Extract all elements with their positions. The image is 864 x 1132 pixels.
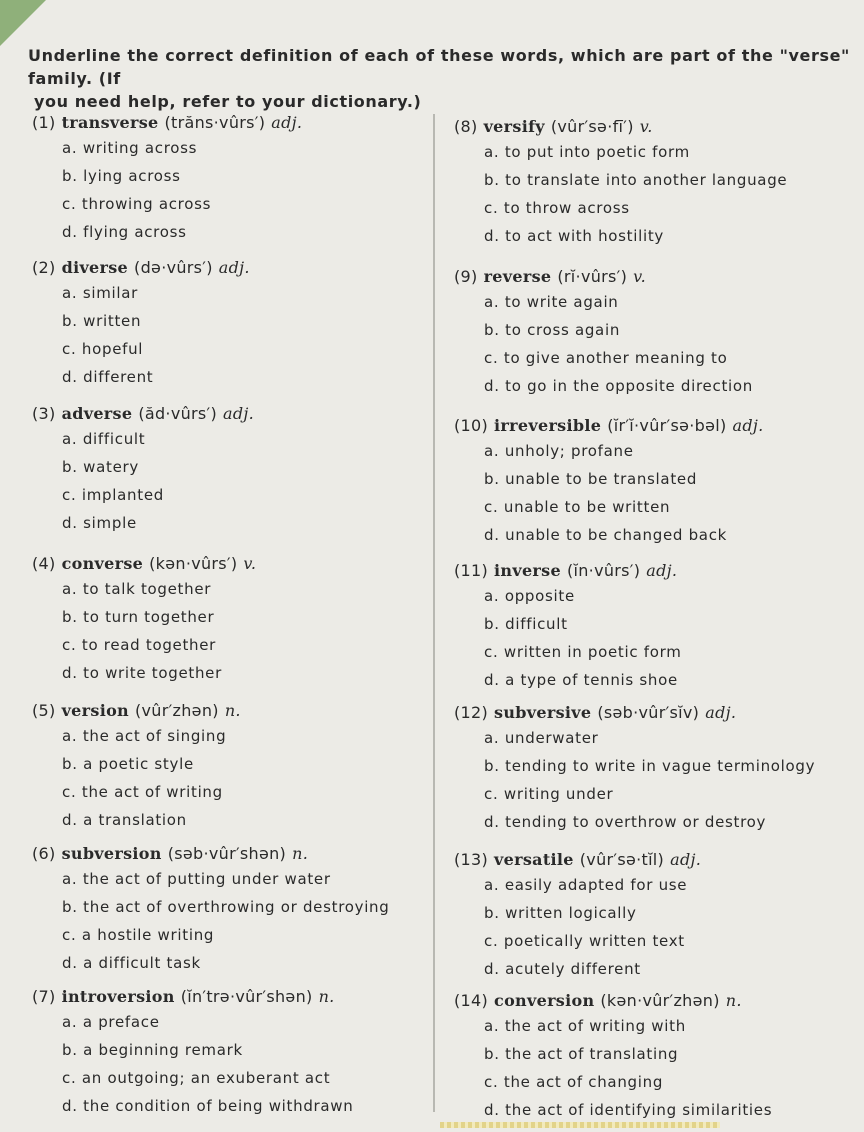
entry-pronunciation: (səb·vûr′shən) — [167, 844, 287, 863]
entry-heading — [454, 116, 854, 138]
choice-c[interactable]: c. unable to be written — [484, 498, 671, 516]
entry-part-of-speech: n. — [318, 987, 335, 1006]
choice-b[interactable]: b. lying across — [62, 167, 181, 185]
choice-a[interactable]: a. similar — [62, 284, 139, 302]
entry-number: (3) — [32, 404, 56, 423]
choice-a[interactable]: a. difficult — [62, 430, 146, 448]
entry-4 — [32, 553, 432, 687]
instructions-line-2: you need help, refer to your dictionary.) — [34, 92, 422, 111]
entry-word: versify — [483, 117, 545, 136]
choice-a[interactable]: a. to talk together — [62, 580, 212, 598]
entry-11 — [454, 560, 854, 694]
choice-c[interactable]: c. the act of changing — [484, 1073, 664, 1091]
entry-pronunciation: (vûr′sə·fī′) — [550, 117, 634, 136]
choice-a[interactable]: a. a preface — [62, 1013, 160, 1031]
choice-c[interactable]: c. writing under — [484, 785, 614, 803]
choice-c[interactable]: c. poetically written text — [484, 932, 685, 950]
entry-part-of-speech: v. — [633, 267, 646, 286]
choice-c[interactable]: c. written in poetic form — [484, 643, 682, 661]
entry-pronunciation: (kən·vûrs′) — [149, 554, 238, 573]
entry-heading — [454, 266, 854, 288]
entry-word: converse — [61, 554, 144, 573]
choice-d[interactable]: d. tending to overthrow or destroy — [484, 813, 767, 831]
entry-word: diverse — [61, 258, 129, 277]
choice-d[interactable]: d. to write together — [62, 664, 222, 682]
entry-heading — [32, 843, 432, 865]
entry-pronunciation: (də·vûrs′) — [134, 258, 213, 277]
entry-word: inverse — [494, 561, 561, 580]
entry-6 — [32, 843, 432, 977]
choice-b[interactable]: b. unable to be translated — [484, 470, 698, 488]
entry-9 — [454, 266, 854, 400]
choice-b[interactable]: b. written — [62, 312, 142, 330]
entry-part-of-speech: v. — [639, 117, 653, 136]
entry-part-of-speech: n. — [224, 701, 241, 720]
choice-d[interactable]: d. the act of identifying similarities — [484, 1101, 773, 1119]
choice-c[interactable]: c. a hostile writing — [62, 926, 215, 944]
entry-word: adverse — [61, 404, 133, 423]
entry-number: (10) — [454, 416, 489, 435]
entry-heading — [32, 986, 432, 1008]
instructions-line-1: Underline the correct definition of each of these words, which are part of the "verse" family. (If — [28, 46, 850, 88]
choice-a[interactable]: a. writing across — [62, 139, 198, 157]
entry-part-of-speech: adj. — [218, 258, 250, 277]
entry-13 — [454, 849, 854, 983]
choice-a[interactable]: a. the act of singing — [62, 727, 227, 745]
choice-c[interactable]: c. to give another meaning to — [484, 349, 728, 367]
choice-c[interactable]: c. to throw across — [484, 199, 630, 217]
entry-heading — [454, 702, 854, 724]
entry-heading — [32, 112, 432, 134]
choice-b[interactable]: b. the act of overthrowing or destroying — [62, 898, 390, 916]
choice-d[interactable]: d. acutely different — [484, 960, 641, 978]
choice-c[interactable]: c. hopeful — [62, 340, 144, 358]
entry-number: (14) — [454, 991, 489, 1010]
entry-pronunciation: (vûr′zhən) — [134, 701, 219, 720]
choice-a[interactable]: a. opposite — [484, 587, 575, 605]
entry-number: (4) — [32, 554, 56, 573]
entry-word: versatile — [494, 850, 574, 869]
choice-c[interactable]: c. throwing across — [62, 195, 212, 213]
entry-part-of-speech: adj. — [271, 113, 303, 132]
entry-word: irreversible — [494, 416, 602, 435]
entry-word: transverse — [61, 113, 159, 132]
choice-a[interactable]: a. unholy; profane — [484, 442, 634, 460]
choice-a[interactable]: a. the act of writing with — [484, 1017, 686, 1035]
entry-7 — [32, 986, 432, 1120]
entry-pronunciation: (ăd·vûrs′) — [138, 404, 218, 423]
choice-b[interactable]: b. difficult — [484, 615, 568, 633]
entry-14 — [454, 990, 854, 1124]
choice-d[interactable]: d. the condition of being withdrawn — [62, 1097, 354, 1115]
choice-c[interactable]: c. the act of writing — [62, 783, 223, 801]
column-divider — [433, 114, 435, 1112]
entry-part-of-speech: adj. — [223, 404, 255, 423]
entry-5 — [32, 700, 432, 834]
entry-number: (5) — [32, 701, 56, 720]
entry-word: introversion — [61, 987, 175, 1006]
entry-part-of-speech: n. — [292, 844, 309, 863]
entry-2 — [32, 257, 432, 391]
choice-b[interactable]: b. watery — [62, 458, 139, 476]
entry-heading — [32, 257, 432, 279]
entry-heading — [32, 553, 432, 575]
entry-word: conversion — [494, 991, 595, 1010]
choice-b[interactable]: b. to translate into another language — [484, 171, 788, 189]
entry-pronunciation: (səb·vûr′sĭv) — [597, 703, 700, 722]
choice-d[interactable]: d. a type of tennis shoe — [484, 671, 678, 689]
entry-pronunciation: (vûr′sə·tĭl) — [579, 850, 665, 869]
choice-b[interactable]: b. a beginning remark — [62, 1041, 243, 1059]
choice-a[interactable]: a. easily adapted for use — [484, 876, 688, 894]
choice-d[interactable]: d. flying across — [62, 223, 187, 241]
entry-number: (13) — [454, 850, 489, 869]
entry-word: subversion — [61, 844, 162, 863]
corner-decoration — [0, 0, 46, 46]
entry-heading — [454, 990, 854, 1012]
entry-heading — [454, 560, 854, 582]
entry-8 — [454, 116, 854, 250]
choice-d[interactable]: d. a translation — [62, 811, 187, 829]
entry-pronunciation: (trăns·vûrs′) — [164, 113, 266, 132]
choice-d[interactable]: d. a difficult task — [62, 954, 201, 972]
choice-a[interactable]: a. underwater — [484, 729, 599, 747]
entry-number: (11) — [454, 561, 489, 580]
entry-12 — [454, 702, 854, 836]
entry-part-of-speech: adj. — [705, 703, 737, 722]
choice-b[interactable]: b. written logically — [484, 904, 637, 922]
choice-a[interactable]: a. to write again — [484, 293, 619, 311]
entry-number: (12) — [454, 703, 489, 722]
choice-c[interactable]: c. an outgoing; an exuberant act — [62, 1069, 331, 1087]
choice-b[interactable]: b. a poetic style — [62, 755, 194, 773]
entry-pronunciation: (ĭn′trə·vûr′shən) — [180, 987, 313, 1006]
entry-part-of-speech: adj. — [646, 561, 678, 580]
instructions — [28, 44, 858, 113]
entry-pronunciation: (rĭ·vûrs′) — [557, 267, 628, 286]
choice-a[interactable]: a. the act of putting under water — [62, 870, 331, 888]
entry-part-of-speech: n. — [725, 991, 742, 1010]
entry-heading — [454, 415, 854, 437]
choice-b[interactable]: b. to cross again — [484, 321, 621, 339]
entry-number: (1) — [32, 113, 56, 132]
entry-1 — [32, 112, 432, 246]
entry-number: (7) — [32, 987, 56, 1006]
entry-part-of-speech: v. — [243, 554, 257, 573]
choice-d[interactable]: d. unable to be changed back — [484, 526, 728, 544]
entry-pronunciation: (ĭn·vûrs′) — [566, 561, 641, 580]
choice-b[interactable]: b. to turn together — [62, 608, 215, 626]
entry-word: reverse — [483, 267, 552, 286]
entry-heading — [454, 849, 854, 871]
entry-number: (9) — [454, 267, 478, 286]
choice-c[interactable]: c. to read together — [62, 636, 217, 654]
choice-d[interactable]: d. to act with hostility — [484, 227, 665, 245]
choice-d[interactable]: d. simple — [62, 514, 137, 532]
entry-word: subversive — [494, 703, 592, 722]
entry-number: (8) — [454, 117, 478, 136]
entry-part-of-speech: adj. — [670, 850, 702, 869]
entry-3 — [32, 403, 432, 537]
choice-c[interactable]: c. implanted — [62, 486, 164, 504]
entry-heading — [32, 700, 432, 722]
entry-number: (6) — [32, 844, 56, 863]
entry-heading — [32, 403, 432, 425]
choice-b[interactable]: b. tending to write in vague terminology — [484, 757, 816, 775]
choice-d[interactable]: d. different — [62, 368, 154, 386]
entry-pronunciation: (ĭr′ĭ·vûr′sə·bəl) — [607, 416, 727, 435]
entry-word: version — [61, 701, 129, 720]
entry-number: (2) — [32, 258, 56, 277]
choice-a[interactable]: a. to put into poetic form — [484, 143, 690, 161]
decorative-border — [440, 1122, 720, 1128]
choice-d[interactable]: d. to go in the opposite direction — [484, 377, 753, 395]
entry-part-of-speech: adj. — [732, 416, 764, 435]
choice-b[interactable]: b. the act of translating — [484, 1045, 679, 1063]
entry-pronunciation: (kən·vûr′zhən) — [600, 991, 720, 1010]
entry-10 — [454, 415, 854, 549]
